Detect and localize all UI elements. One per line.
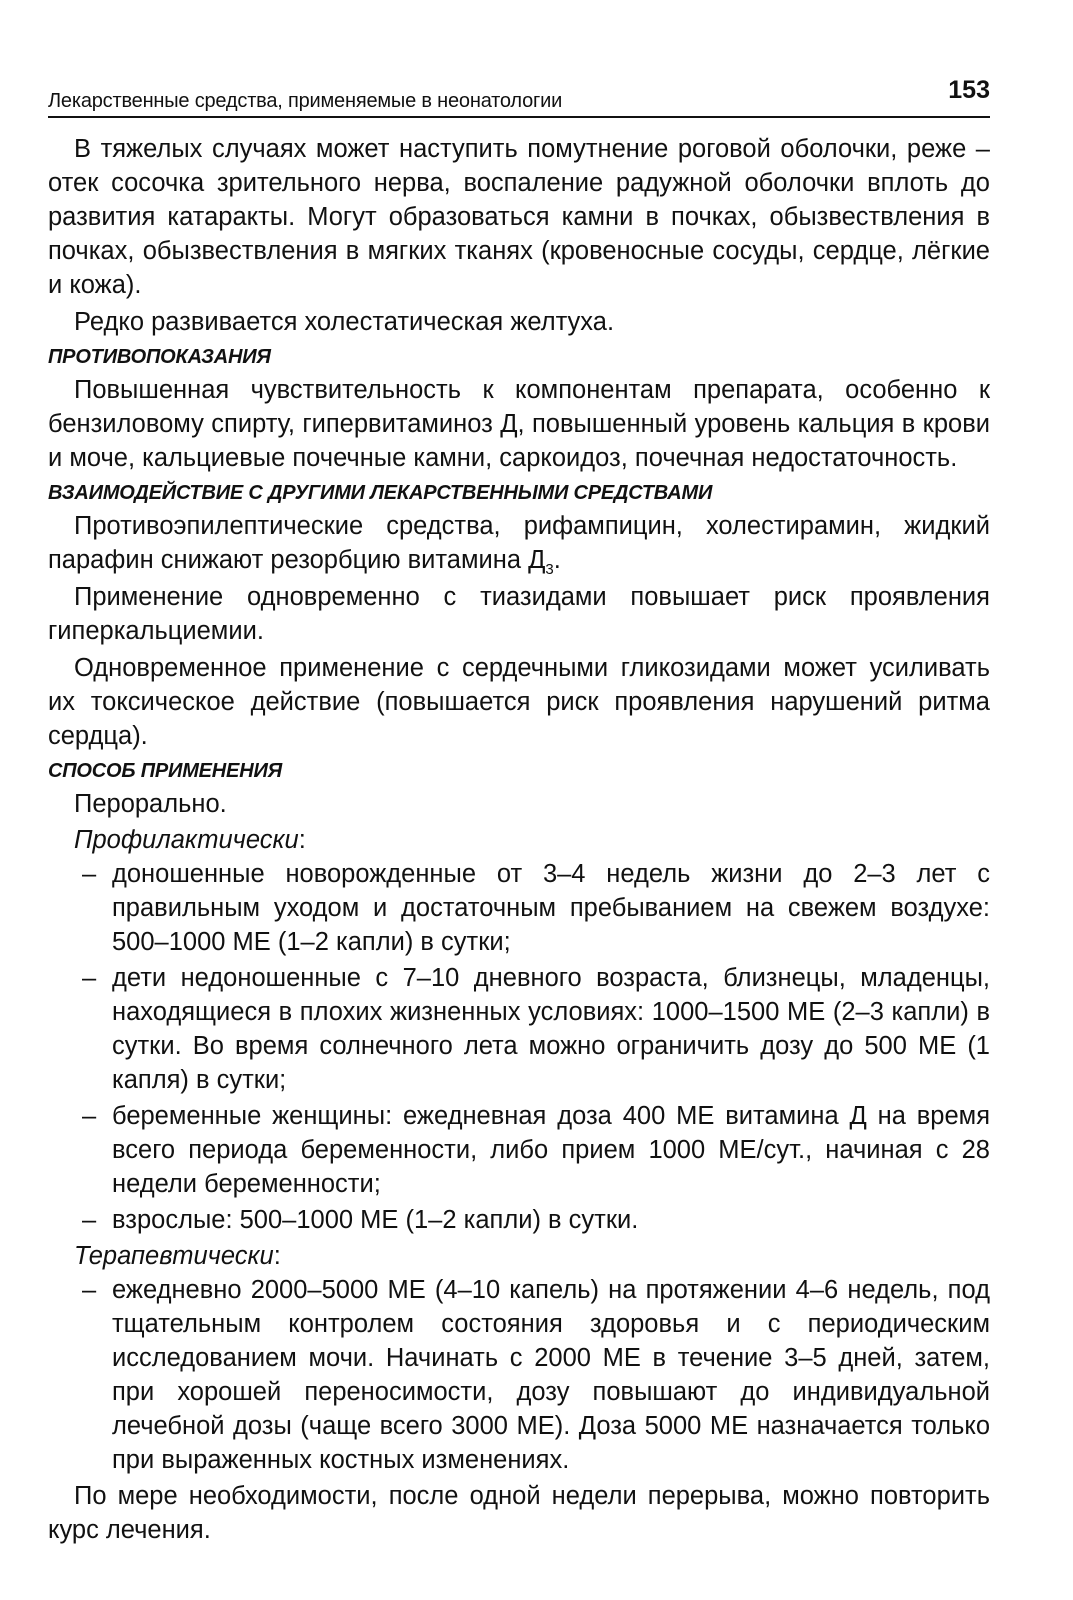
prophylactic-label: Профилактически: [74, 826, 299, 854]
list-item: – беременные женщины: ежедневная доза 400 МЕ витамина Д на время всего периода беременности, либо прием 1000 МЕ/сут., начиная с 28 недели беременности;: [48, 1099, 990, 1201]
final-paragraph: По мере необходимости, после одной недели перерыва, можно повторить курс лечения.: [48, 1482, 990, 1544]
administration-route: Перорально.: [74, 790, 227, 818]
administration-heading: СПОСОБ ПРИМЕНЕНИЯ: [48, 760, 283, 782]
page-header: [48, 70, 990, 118]
prophylactic-list: [48, 857, 990, 1237]
list-item: – взрослые: 500–1000 МЕ (1–2 капли) в сутки.: [48, 1203, 990, 1237]
therapeutic-label: Терапевтически: [74, 1242, 274, 1270]
interactions-paragraph-2: Применение одновременно с тиазидами повышает риск проявления гиперкальциемии.: [48, 583, 990, 645]
vitamin-d3-subscript: 3: [545, 561, 554, 579]
interactions-paragraph-1-text: Противоэпилептические средства, рифампицин, холестирамин, жидкий парафин снижают резорбцию витамина Д: [48, 512, 990, 574]
page-number: 153: [948, 76, 990, 104]
intro-paragraph-1: В тяжелых случаях может наступить помутнение роговой оболочки, реже – отек сосочка зрительного нерва, воспаление радужной оболочки вплоть до развития катаракты. Могут образоваться камни в почках, обызвествления в почках, обызвествления в мягких тканях (кровеносные сосуды, сердце, лёгкие и кожа).: [48, 135, 990, 299]
therapeutic-list: [48, 1273, 990, 1477]
list-item: – дети недоношенные с 7–10 дневного возраста, близнецы, младенцы, находящиеся в плохих жизненных условиях: 1000–1500 МЕ (2–3 капли) в сутки. Во время солнечного лета можно ограничить дозу до 500 МЕ (1 капля) в сутки;: [48, 961, 990, 1097]
contraindications-heading: ПРОТИВОПОКАЗАНИЯ: [48, 346, 271, 368]
therapeutic-subheading: Терапевтически:: [74, 1242, 281, 1270]
interactions-paragraph-3: Одновременное применение с сердечными гликозидами может усиливать их токсическое действие (повышается риск проявления нарушений ритма сердца).: [48, 654, 990, 750]
prophylactic-subheading: Профилактически:: [74, 826, 306, 854]
interactions-paragraph-1-end: .: [553, 546, 561, 574]
intro-paragraph-2: Редко развивается холестатическая желтуха.: [74, 308, 615, 336]
page-body: [48, 132, 990, 1547]
list-item: – доношенные новорожденные от 3–4 недель жизни до 2–3 лет с правильным уходом и достаточным пребыванием на свежем воздухе: 500–1000 МЕ (1–2 капли) в сутки;: [48, 857, 990, 959]
interactions-heading: ВЗАИМОДЕЙСТВИЕ С ДРУГИМИ ЛЕКАРСТВЕННЫМИ СРЕДСТВАМИ: [48, 482, 713, 504]
interactions-paragraph-1: [48, 509, 990, 577]
book-page: [48, 70, 990, 1550]
contraindications-text: Повышенная чувствительность к компонентам препарата, особенно к бензиловому спирту, гипервитаминоз Д, повышенный уровень кальция в крови и моче, кальциевые почечные камни, саркоидоз, почечная недостаточность.: [48, 376, 990, 472]
running-title: Лекарственные средства, применяемые в неонатологии: [48, 90, 563, 112]
list-item: – ежедневно 2000–5000 МЕ (4–10 капель) на протяжении 4–6 недель, под тщательным контролем состояния здоровья и с периодическим исследованием мочи. Начинать с 2000 МЕ в течение 3–5 дней, затем, при хорошей переносимости, дозу повышают до индивидуальной лечебной дозы (чаще всего 3000 МЕ). Доза 5000 МЕ назначается только при выраженных костных изменениях.: [48, 1273, 990, 1477]
